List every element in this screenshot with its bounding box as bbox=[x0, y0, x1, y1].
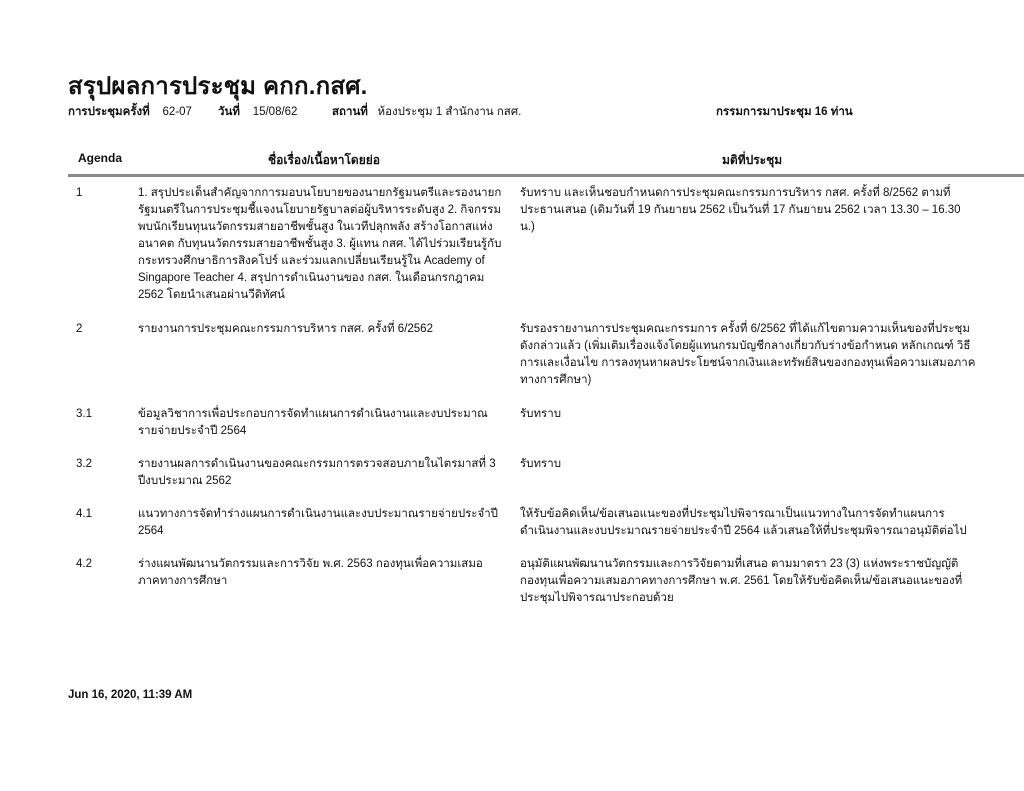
agenda-subject: รายงานผลการดำเนินงานของคณะกรรมการตรวจสอบภายในไตรมาสที่ 3 ปีงบประมาณ 2562 bbox=[138, 458, 496, 487]
agenda-number: 2 bbox=[76, 323, 83, 335]
agenda-number: 4.2 bbox=[76, 558, 92, 570]
agenda-resolution: รับทราบ และเห็นชอบกำหนดการประชุมคณะกรรมการบริหาร กสศ. ครั้งที่ 8/2562 ตามที่ประธานเสนอ (เดิมวันที่ 19 กันยายน 2562 เป็นวันที่ 17 กันยายน 2562 เวลา 13.30 – 16.30 น.) bbox=[520, 187, 961, 233]
agenda-subject: รายงานการประชุมคณะกรรมการบริหาร กสศ. ครั้งที่ 6/2562 bbox=[138, 323, 433, 335]
meeting-location-value: ห้องประชุม 1 สำนักงาน กสศ. bbox=[377, 106, 522, 118]
agenda-subject: ข้อมูลวิชาการเพื่อประกอบการจัดทำแผนการดำเนินงานและงบประมาณรายจ่ายประจำปี 2564 bbox=[138, 408, 488, 437]
meeting-number bbox=[68, 103, 192, 121]
meeting-number-label: การประชุมครั้งที่ bbox=[68, 106, 150, 118]
agenda-resolution: รับทราบ bbox=[520, 408, 561, 420]
column-header-subject: ชื่อเรื่อง/เนื้อหาโดยย่อ bbox=[268, 153, 380, 167]
header-divider bbox=[68, 174, 1024, 177]
print-timestamp: Jun 16, 2020, 11:39 AM bbox=[68, 689, 193, 701]
agenda-number: 4.1 bbox=[76, 508, 92, 520]
agenda-resolution: ให้รับข้อคิดเห็น/ข้อเสนอแนะของที่ประชุมไปพิจารณาเป็นแนวทางในการจัดทำแผนการดำเนินงานและงบประมาณรายจ่ายประจำปี 2564 แล้วเสนอให้ที่ประชุมพิจารณาอนุมัติต่อไป bbox=[520, 508, 967, 537]
agenda-subject: แนวทางการจัดทำร่างแผนการดำเนินงานและงบประมาณรายจ่ายประจำปี 2564 bbox=[138, 508, 498, 537]
column-header-agenda: Agenda bbox=[78, 151, 123, 165]
meeting-date-label: วันที่ bbox=[218, 106, 240, 118]
agenda-subject: ร่างแผนพัฒนานวัตกรรมและการวิจัย พ.ศ. 2563 กองทุนเพื่อความเสมอภาคทางการศึกษา bbox=[138, 558, 483, 587]
meeting-number-value: 62-07 bbox=[162, 106, 192, 118]
meeting-location bbox=[332, 103, 521, 121]
agenda-number: 3.2 bbox=[76, 458, 92, 470]
agenda-resolution: รับรองรายงานการประชุมคณะกรรมการ ครั้งที่ 6/2562 ที่ได้แก้ไขตามความเห็นของที่ประชุมดังกล่าวแล้ว (เพิ่มเติมเรื่องแจ้งโดยผู้แทนกรมบัญชีกลางเกี่ยวกับร่างข้อกำหนด หลักเกณฑ์ วิธีการและเงื่อนไข การลงทุนหาผลประโยชน์จากเงินและทรัพย์สินของกองทุนเพื่อความเสมอภาคทางการศึกษา) bbox=[520, 323, 976, 386]
meeting-location-label: สถานที่ bbox=[332, 106, 368, 118]
column-header-resolution: มติที่ประชุม bbox=[722, 153, 783, 167]
meeting-date-value: 15/08/62 bbox=[252, 106, 298, 118]
agenda-number: 1 bbox=[76, 187, 83, 199]
meeting-date bbox=[218, 103, 297, 121]
agenda-number: 3.1 bbox=[76, 408, 92, 420]
attendee-count: กรรมการมาประชุม 16 ท่าน bbox=[716, 106, 853, 118]
agenda-resolution: อนุมัติแผนพัฒนานวัตกรรมและการวิจัยตามที่เสนอ ตามมาตรา 23 (3) แห่งพระราชบัญญัติกองทุนเพื่อความเสมอภาคทางการศึกษา พ.ศ. 2561 โดยให้รับข้อคิดเห็น/ข้อเสนอแนะของที่ประชุมไปพิจารณาประกอบด้วย bbox=[520, 558, 963, 604]
page-title: สรุปผลการประชุม คกก.กสศ. bbox=[68, 73, 368, 100]
agenda-subject: 1. สรุปประเด็นสำคัญจากการมอบนโยบายของนายกรัฐมนตรีและรองนายกรัฐมนตรีในการประชุมชี้แจงนโยบายรัฐบาลต่อผู้บริหารระดับสูง 2. กิจกรรมพบนักเรียนทุนนวัตกรรมสายอาชีพชั้นสูง ในเวทีปลุกพลัง สร้างโอกาสแห่งอนาคต กับทุนนวัตกรรมสายอาชีพชั้นสูง 3. ผู้แทน กสศ. ได้ไปร่วมเรียนรู้กับกระทรวงศึกษาธิการสิงคโปร์ และร่วมแลกเปลี่ยนเรียนรู้ใน Academy of Singapore Teacher 4. สรุปการดำเนินงานของ กสศ. ในเดือนกรกฎาคม 2562 โดยนำเสนอผ่านวีดิทัศน์ bbox=[138, 187, 502, 301]
agenda-resolution: รับทราบ bbox=[520, 458, 561, 470]
